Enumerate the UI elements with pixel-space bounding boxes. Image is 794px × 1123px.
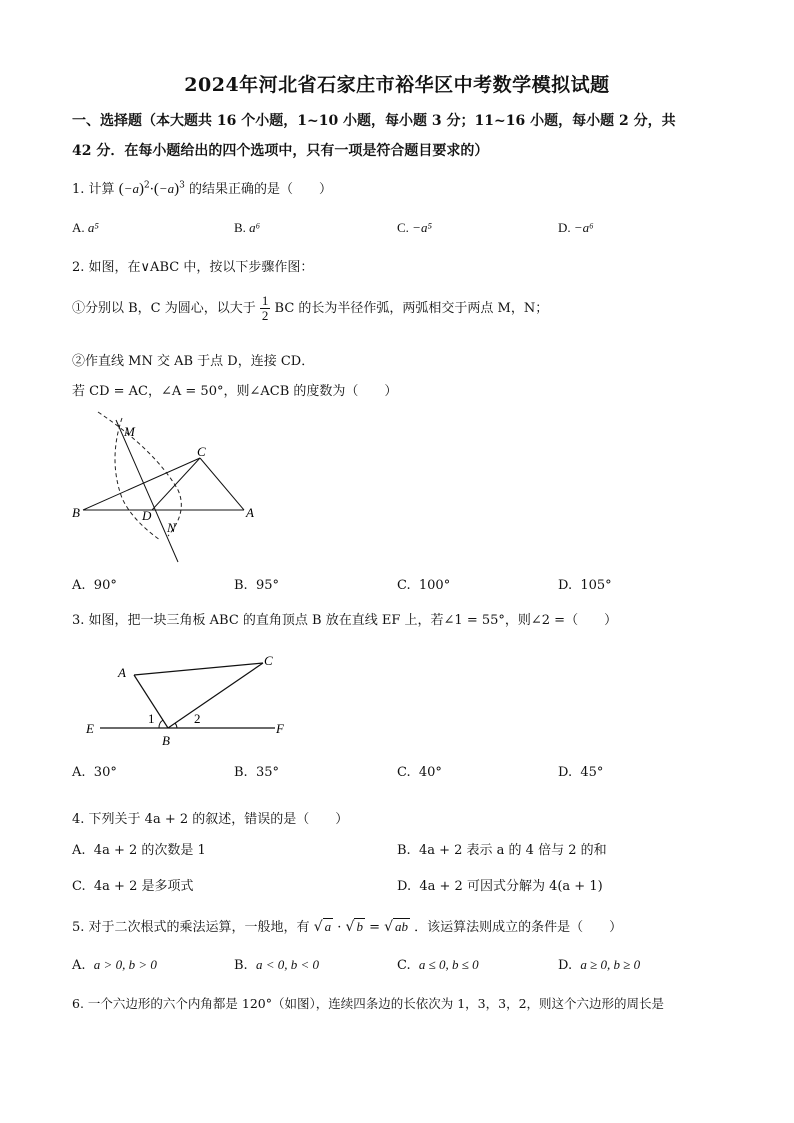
q2-option-c: C. 100° xyxy=(397,578,451,593)
question-2-stem: 2. 如图，在∨ABC 中，按以下步骤作图： xyxy=(72,260,314,275)
question-1-post: 的结果正确的是（ ） xyxy=(189,182,333,197)
q3-option-d: D. 45° xyxy=(558,765,604,780)
label-b: B xyxy=(72,505,80,520)
label-a: A xyxy=(118,665,126,680)
q5-option-b: B. a < 0, b < 0 xyxy=(234,957,319,973)
q2-option-b: B. 95° xyxy=(234,578,279,593)
question-2-step2: ②作直线 MN 交 AB 于点 D，连接 CD． xyxy=(72,354,315,369)
label-b: B xyxy=(162,733,170,748)
question-2-figure xyxy=(60,410,270,570)
q5-option-a: A. a > 0, b > 0 xyxy=(72,957,157,973)
q2-option-d: D. 105° xyxy=(558,578,612,593)
sqrt-product-formula: √ a · √ b = √ ab xyxy=(313,919,409,935)
q3-option-c: C. 40° xyxy=(397,765,442,780)
q1-option-a: A. a⁵ xyxy=(72,220,99,235)
question-6-stem: 6. 一个六边形的六个内角都是 120°（如图），连续四条边的长依次为 1，3，3，2，则这个六边形的周长是 xyxy=(72,996,665,1011)
q4-option-c: C. 4a + 2 是多项式 xyxy=(72,879,194,894)
question-2-condition: 若 CD = AC，∠A = 50°，则∠ACB 的度数为（ ） xyxy=(72,384,398,399)
angle-2-arc xyxy=(175,723,177,728)
q5-option-d: D. a ≥ 0, b ≥ 0 xyxy=(558,957,641,973)
angle-1-arc xyxy=(159,720,163,728)
q3-option-b: B. 35° xyxy=(234,765,279,780)
page-title: 2024年河北省石家庄市裕华区中考数学模拟试题 xyxy=(184,74,610,96)
label-f: F xyxy=(276,721,284,736)
q4-option-a: A. 4a + 2 的次数是 1 xyxy=(72,843,206,858)
segment-ca xyxy=(200,458,244,510)
label-m: M xyxy=(124,424,135,439)
label-angle-2: 2 xyxy=(194,711,201,726)
question-1-pre: 计算 xyxy=(88,182,115,197)
section-heading-line2: 42 分．在每小题给出的四个选项中，只有一项是符合题目要求的） xyxy=(72,143,489,159)
fraction-one-half: $\frac{1}{2}$ xyxy=(261,293,269,323)
label-d: D xyxy=(142,508,152,523)
label-n: N xyxy=(167,520,176,535)
label-c: C xyxy=(197,444,206,459)
question-1 xyxy=(72,178,332,198)
question-3-stem: 3. 如图，把一块三角板 ABC 的直角顶点 B 放在直线 EF 上，若∠1 = 55°，则∠2 =（ ） xyxy=(72,613,618,628)
question-3-figure xyxy=(80,645,300,750)
q1-option-b: B. a⁶ xyxy=(234,220,261,235)
q1-option-c: C. −a⁵ xyxy=(397,220,432,235)
label-a: A xyxy=(246,505,254,520)
segment-ac xyxy=(134,663,263,675)
segment-bc xyxy=(83,458,200,510)
segment-cd xyxy=(152,458,200,510)
question-2-step1: ①分别以 B，C 为圆心，以大于 $\frac{1}{2}$ BC 的长为半径作弧，两弧相交于两点 M，N； xyxy=(72,293,549,323)
q3-option-a: A. 30° xyxy=(72,765,117,780)
question-1-number: 1. xyxy=(72,182,85,197)
label-e: E xyxy=(86,721,94,736)
question-1-expression: $(-a)^2\cdot(-a)^3$ xyxy=(118,180,185,197)
q1-option-d: D. −a⁶ xyxy=(558,220,594,235)
section-heading-line1: 一、选择题（本大题共 16 个小题，1~10 小题，每小题 3 分；11~16 小题，每小题 2 分，共 xyxy=(72,113,676,129)
question-4-stem: 4. 下列关于 4a + 2 的叙述，错误的是（ ） xyxy=(72,812,349,827)
label-c: C xyxy=(264,653,273,668)
q2-option-a: A. 90° xyxy=(72,578,117,593)
segment-bc xyxy=(168,663,263,728)
label-angle-1: 1 xyxy=(148,711,155,726)
q5-option-c: C. a ≤ 0, b ≤ 0 xyxy=(397,957,479,973)
q4-option-b: B. 4a + 2 表示 a 的 4 倍与 2 的和 xyxy=(397,843,607,858)
question-5-stem: 5. 对于二次根式的乘法运算，一般地，有 √ a · √ b = √ ab ．该运算法则成立的条件是（ ） xyxy=(72,919,623,935)
q4-option-d: D. 4a + 2 可因式分解为 4(a + 1) xyxy=(397,879,603,894)
